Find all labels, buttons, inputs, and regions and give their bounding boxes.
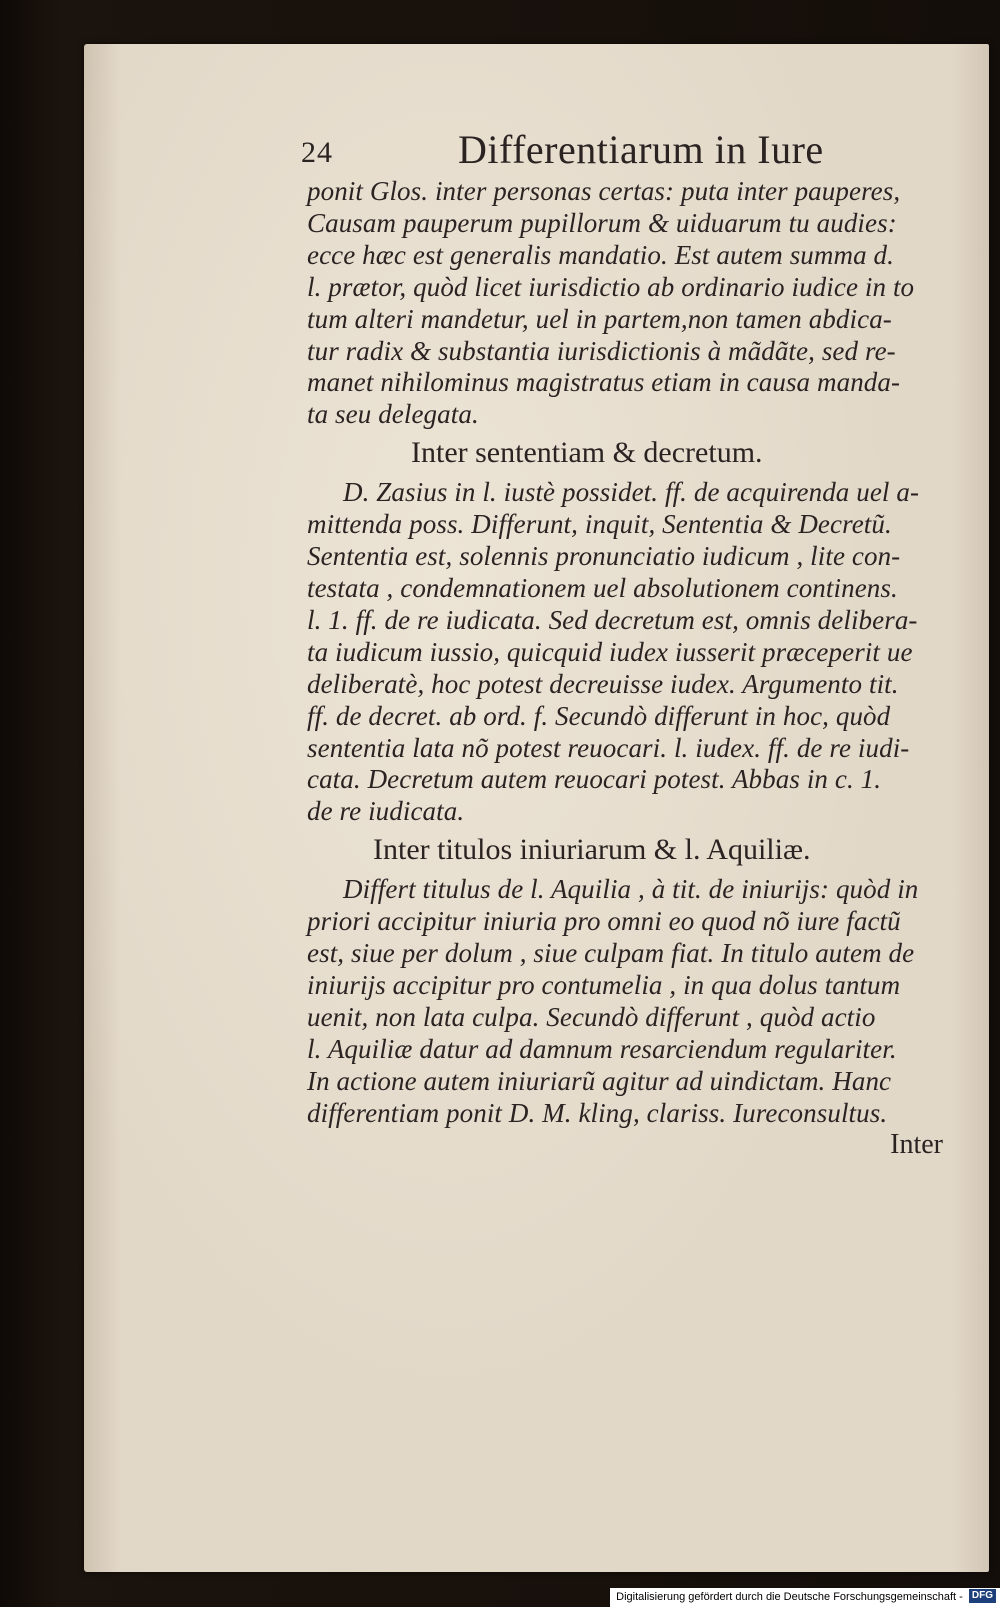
- text-line: cata. Decretum autem reuocari potest. Abbas in c. 1.: [307, 764, 882, 795]
- text-line: iniurijs accipitur pro contumelia , in qua dolus tantum: [307, 969, 901, 1000]
- text-line: differentiam ponit D. M. kling, clariss. Iureconsultus.: [307, 1097, 888, 1128]
- text-line: l. 1. ff. de re iudicata. Sed decretum est, omnis delibera-: [307, 604, 918, 635]
- text-line: de re iudicata.: [307, 796, 465, 827]
- running-head-title: Differentiarum in Iure: [458, 127, 824, 172]
- text-line: sententia lata nõ potest reuocari. l. iudex. ff. de re iudi-: [307, 732, 910, 763]
- text-line: ponit Glos. inter personas certas: puta inter pauperes,: [307, 176, 901, 206]
- text-line: tur radix & substantia iurisdictionis à mãdãte, sed re-: [307, 335, 896, 366]
- text-line: mittenda poss. Differunt, inquit, Sententia & Decretũ.: [307, 509, 892, 540]
- text-line: ff. de decret. ab ord. f. Secundò differunt in hoc, quòd: [307, 700, 891, 731]
- text-line: ecce hæc est generalis mandatio. Est autem summa d.: [307, 239, 894, 270]
- text-line: priori accipitur iniuria pro omni eo quod nõ iure factũ: [307, 906, 901, 937]
- paragraph-2: [307, 477, 947, 828]
- credit-text: Digitalisierung gefördert durch die Deutsche Forschungsgemeinschaft -: [616, 1591, 963, 1603]
- text-line: ta iudicum iussio, quicquid iudex iusserit præceperit ue: [307, 636, 913, 667]
- paragraph-1: [307, 176, 947, 431]
- digitization-credit: [610, 1588, 1000, 1607]
- text-line: Causam pauperum pupillorum & uiduarum tu audies:: [307, 207, 897, 238]
- text-line: l. prætor, quòd licet iurisdictio ab ordinario iudice in to: [307, 271, 915, 302]
- dfg-logo-icon: DFG: [969, 1589, 996, 1603]
- text-line: l. Aquiliæ datur ad damnum resarciendum regulariter.: [307, 1033, 897, 1064]
- text-line: ta seu delegata.: [307, 399, 479, 430]
- paragraph-3: [307, 874, 947, 1129]
- text-line: Sententia est, solennis pronunciatio iudicum , lite con-: [307, 541, 901, 572]
- text-line: deliberatè, hoc potest decreuisse iudex. Argumento tit.: [307, 668, 899, 699]
- section-heading-1: Inter sententiam & decretum.: [411, 436, 763, 470]
- page-number: 24: [301, 136, 333, 169]
- text-line: D. Zasius in l. iustè possidet. ff. de acquirenda uel a-: [343, 477, 920, 508]
- text-line: testata , condemnationem uel absolutionem continens.: [307, 572, 898, 603]
- text-line: manet nihilominus magistratus etiam in causa manda-: [307, 367, 901, 398]
- text-line: In actione autem iniuriarũ agitur ad uindictam. Hanc: [307, 1065, 892, 1096]
- page-text-block: [301, 127, 947, 1161]
- text-line: Differt titulus de l. Aquilia , à tit. de iniurijs: quòd in: [343, 874, 919, 905]
- section-heading-2: Inter titulos iniuriarum & l. Aquiliæ.: [373, 833, 811, 867]
- text-line: tum alteri mandetur, uel in partem,non tamen abdica-: [307, 303, 892, 334]
- running-head: [301, 127, 947, 176]
- text-line: est, siue per dolum , siue culpam fiat. In titulo autem de: [307, 938, 915, 969]
- text-line: uenit, non lata culpa. Secundò differunt , quòd actio: [307, 1001, 876, 1032]
- catchword: Inter: [890, 1129, 943, 1161]
